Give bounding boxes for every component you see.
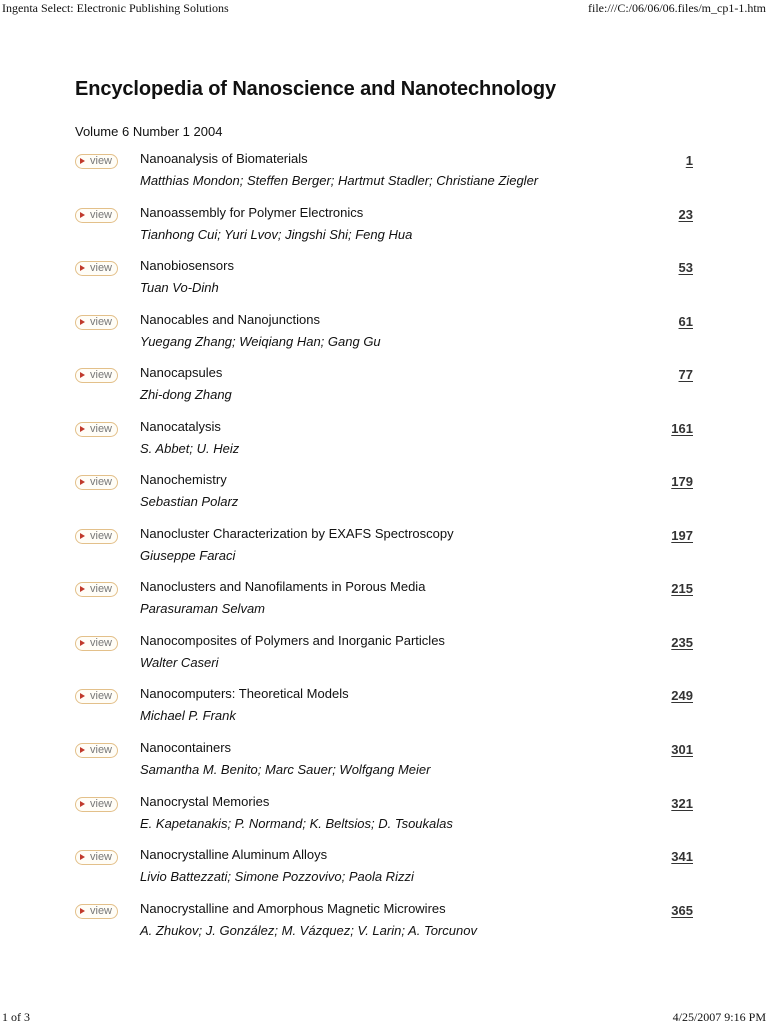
play-arrow-icon	[80, 479, 85, 485]
entry-title: Nanocrystalline Aluminum Alloys	[140, 847, 328, 863]
toc-entry	[75, 794, 695, 848]
play-arrow-icon	[80, 372, 85, 378]
entry-authors: E. Kapetanakis; P. Normand; K. Beltsios; D. Tsoukalas	[140, 815, 453, 831]
print-footer	[0, 1010, 768, 1024]
entry-title: Nanoassembly for Polymer Electronics	[140, 204, 364, 220]
entry-authors: Tuan Vo-Dinh	[140, 280, 219, 296]
view-button[interactable]	[75, 154, 118, 169]
toc-list	[75, 151, 695, 954]
print-timestamp: 4/25/2007 9:16 PM	[672, 1010, 766, 1024]
page-link[interactable]: 365	[671, 902, 693, 918]
view-button[interactable]	[75, 904, 118, 919]
view-label: view	[90, 422, 113, 435]
view-label: view	[90, 208, 113, 221]
view-label: view	[90, 583, 113, 596]
page-link[interactable]: 301	[671, 742, 693, 758]
view-button[interactable]	[75, 582, 118, 597]
entry-authors: Matthias Mondon; Steffen Berger; Hartmut Stadler; Christiane Ziegler	[140, 173, 539, 188]
print-header-title: Ingenta Select: Electronic Publishing Solutions	[2, 1, 229, 15]
entry-title: Nanoclusters and Nanofilaments in Porous Media	[140, 579, 426, 595]
entry-authors: S. Abbet; U. Heiz	[140, 440, 240, 456]
toc-entry	[75, 472, 695, 526]
page-link[interactable]: 197	[671, 527, 693, 543]
view-button[interactable]	[75, 743, 118, 758]
view-button[interactable]	[75, 368, 118, 383]
play-arrow-icon	[80, 158, 85, 164]
view-button[interactable]	[75, 261, 118, 276]
view-label: view	[90, 369, 113, 382]
toc-page	[75, 78, 695, 954]
page-link[interactable]: 61	[678, 313, 693, 329]
entry-title: Nanocomputers: Theoretical Models	[140, 686, 349, 702]
toc-entry	[75, 205, 695, 259]
play-arrow-icon	[80, 693, 85, 699]
play-arrow-icon	[80, 265, 85, 271]
toc-entry	[75, 258, 695, 312]
toc-entry	[75, 526, 695, 580]
view-label: view	[90, 262, 113, 275]
view-button[interactable]	[75, 850, 118, 865]
toc-entry	[75, 365, 695, 419]
entry-authors: Livio Battezzati; Simone Pozzovivo; Paola Rizzi	[140, 869, 414, 885]
page-link[interactable]: 23	[678, 206, 693, 222]
toc-entry	[75, 633, 695, 687]
page-link[interactable]: 77	[678, 367, 693, 383]
toc-entry	[75, 312, 695, 366]
entry-authors: Tianhong Cui; Yuri Lvov; Jingshi Shi; Feng Hua	[140, 226, 413, 242]
entry-title: Nanocluster Characterization by EXAFS Spectroscopy	[140, 525, 454, 541]
view-label: view	[90, 476, 113, 489]
entry-title: Nanocomposites of Polymers and Inorganic Particles	[140, 632, 445, 648]
play-arrow-icon	[80, 533, 85, 539]
entry-title: Nanobiosensors	[140, 258, 234, 274]
entry-authors: Zhi-dong Zhang	[140, 387, 232, 403]
page-link[interactable]: 179	[671, 474, 693, 490]
page-link[interactable]: 249	[671, 688, 693, 704]
page-link[interactable]: 215	[671, 581, 693, 597]
play-arrow-icon	[80, 586, 85, 592]
print-header-url: file:///C:/06/06/06.files/m_cp1-1.htm	[588, 1, 766, 15]
view-label: view	[90, 636, 113, 649]
page-link[interactable]: 161	[671, 420, 693, 436]
play-arrow-icon	[80, 212, 85, 218]
entry-authors: Parasuraman Selvam	[140, 601, 265, 617]
toc-entry	[75, 901, 695, 955]
page-title: Encyclopedia of Nanoscience and Nanotechnology	[75, 78, 557, 100]
entry-title: Nanoanalysis of Biomaterials	[140, 151, 308, 166]
page-link[interactable]: 341	[671, 849, 693, 865]
view-button[interactable]	[75, 315, 118, 330]
view-button[interactable]	[75, 208, 118, 223]
view-label: view	[90, 529, 113, 542]
entry-authors: A. Zhukov; J. González; M. Vázquez; V. Larin; A. Torcunov	[140, 922, 477, 938]
view-label: view	[90, 904, 113, 917]
entry-title: Nanocrystal Memories	[140, 793, 270, 809]
play-arrow-icon	[80, 747, 85, 753]
play-arrow-icon	[80, 908, 85, 914]
toc-entry	[75, 151, 695, 205]
toc-entry	[75, 847, 695, 901]
entry-title: Nanocontainers	[140, 740, 232, 756]
view-label: view	[90, 155, 113, 167]
entry-title: Nanochemistry	[140, 472, 227, 488]
view-button[interactable]	[75, 636, 118, 651]
toc-entry	[75, 740, 695, 794]
play-arrow-icon	[80, 640, 85, 646]
page-link[interactable]: 235	[671, 634, 693, 650]
entry-authors: Sebastian Polarz	[140, 494, 239, 510]
toc-entry	[75, 579, 695, 633]
toc-entry	[75, 419, 695, 473]
view-button[interactable]	[75, 422, 118, 437]
view-button[interactable]	[75, 797, 118, 812]
entry-authors: Michael P. Frank	[140, 708, 236, 724]
toc-entry	[75, 686, 695, 740]
entry-authors: Giuseppe Faraci	[140, 547, 236, 563]
view-label: view	[90, 690, 113, 703]
view-label: view	[90, 315, 113, 328]
page-link[interactable]: 53	[678, 260, 693, 276]
entry-authors: Walter Caseri	[140, 654, 219, 670]
play-arrow-icon	[80, 319, 85, 325]
entry-title: Nanocatalysis	[140, 418, 221, 434]
play-arrow-icon	[80, 854, 85, 860]
view-label: view	[90, 851, 113, 864]
view-button[interactable]	[75, 475, 118, 490]
page-count: 1 of 3	[2, 1010, 30, 1024]
play-arrow-icon	[80, 801, 85, 807]
view-button[interactable]	[75, 689, 118, 704]
entry-title: Nanocables and Nanojunctions	[140, 311, 320, 327]
page-link[interactable]: 1	[685, 153, 693, 168]
view-button[interactable]	[75, 529, 118, 544]
view-label: view	[90, 797, 113, 810]
entry-title: Nanocapsules	[140, 365, 223, 381]
entry-title: Nanocrystalline and Amorphous Magnetic Microwires	[140, 900, 446, 916]
play-arrow-icon	[80, 426, 85, 432]
print-header	[0, 0, 768, 16]
entry-authors: Yuegang Zhang; Weiqiang Han; Gang Gu	[140, 333, 381, 349]
page-link[interactable]: 321	[671, 795, 693, 811]
volume-info: Volume 6 Number 1 2004	[75, 124, 223, 139]
view-label: view	[90, 744, 113, 757]
entry-authors: Samantha M. Benito; Marc Sauer; Wolfgang Meier	[140, 762, 431, 778]
